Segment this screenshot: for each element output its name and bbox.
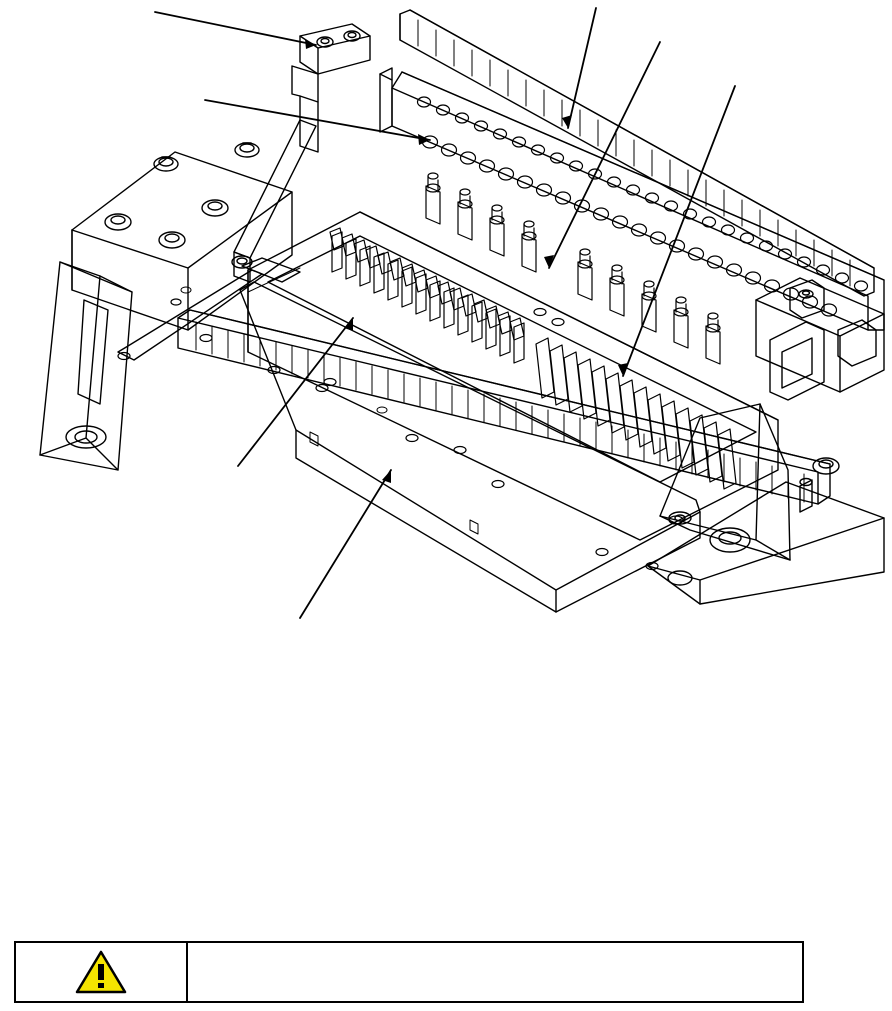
warning-note-box xyxy=(14,941,804,1003)
front-skirt-plate xyxy=(181,282,700,612)
adjuster-post-row xyxy=(426,173,720,364)
left-base-block xyxy=(72,143,292,330)
warning-icon-cell xyxy=(16,943,188,1001)
terminal-holes-lower xyxy=(423,136,837,316)
callout-leader-lines xyxy=(155,8,735,618)
left-diagonal-brace xyxy=(118,270,262,360)
misc-fasteners xyxy=(118,299,683,524)
warning-triangle-icon xyxy=(75,949,127,995)
upper-clamp-bracket xyxy=(300,24,370,74)
comb-teeth-row-b xyxy=(536,338,736,489)
left-vertical-column xyxy=(232,66,318,282)
front-bolt-rail xyxy=(178,310,830,570)
right-base-plate xyxy=(648,458,884,604)
terminal-holes-upper xyxy=(418,97,868,291)
warning-text-cell xyxy=(188,943,802,1001)
comb-plate xyxy=(248,212,778,540)
left-support-leg xyxy=(40,262,132,470)
